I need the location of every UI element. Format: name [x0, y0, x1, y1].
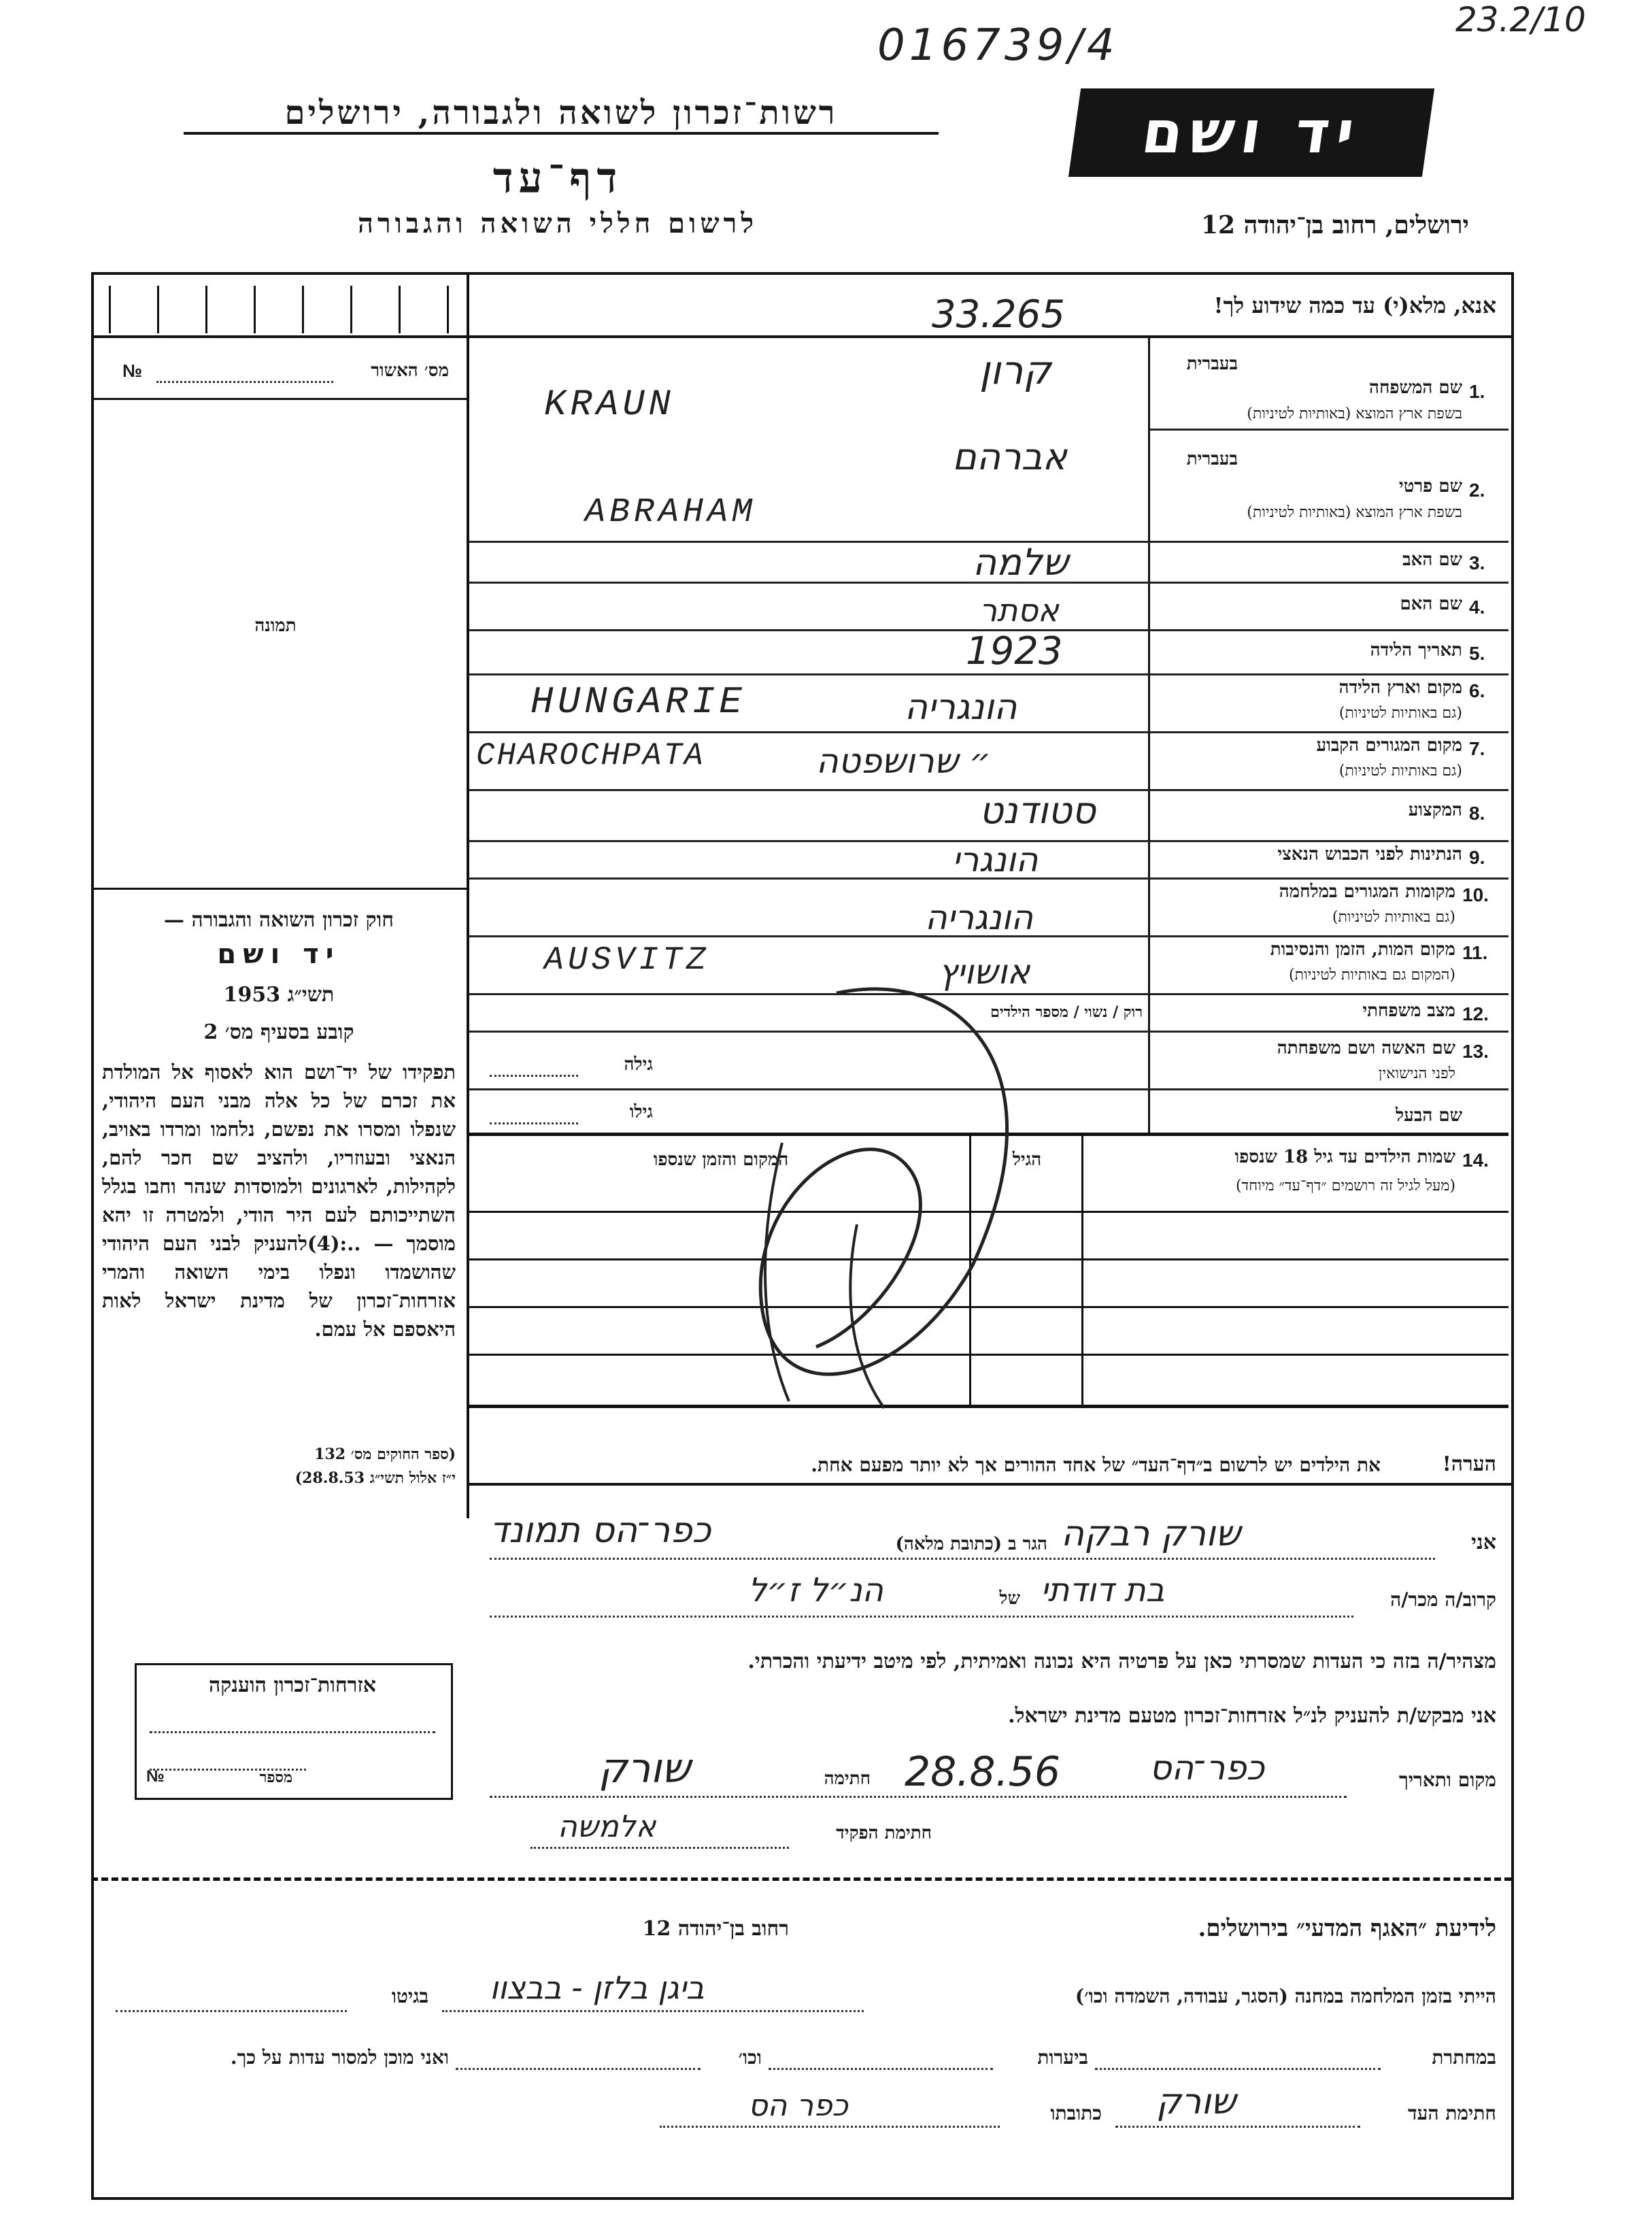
underground-label: במחתרת: [1432, 2046, 1496, 2069]
forests-label: ביערות: [1037, 2046, 1088, 2069]
field-11-label: מקום המות, הזמן והנסיבות: [1270, 939, 1455, 960]
left-panel-line: [91, 335, 469, 338]
field-4-number: 4.: [1469, 597, 1485, 618]
law-text: תפקידו של יד־ושם הוא לאסוף אל המולדת את זכרם של כל אלה מבני העם היהודי, שנפלו ומסרו את נפשם, נלחמו ומרדו באויב, הנאצי ובעוזריו, ולהציב שם חכר להם, לקהילות, לארגונים ולמוסדות שנהר וחבו בגלל השתייכותם לעם היר הודי, ולמטרה זו יהא מוסמך — ..:(4)להעניק לבני העם היהודי שהושמדו ונפלו בימי השואה והמרי אזרחות־זכרון של מדינת ישראל לאות היאספם אל עמם.: [102, 1060, 456, 1341]
field-5-value[interactable]: 1923: [966, 629, 1063, 673]
victim-ref[interactable]: הנ״ל ז״ל: [748, 1571, 883, 1609]
field-14-sub: (מעל לגיל זה רושמים ״דף־עד״ מיוחד): [1235, 1177, 1455, 1194]
field-10-number: 10.: [1462, 884, 1489, 905]
authority-title: רשות־זכרון לשואה ולגבורה, ירושלים: [184, 94, 939, 135]
field-1-sub: בשפת ארץ המוצא (באותיות לטיניות): [1247, 405, 1462, 422]
field-9-value[interactable]: הונגרי: [952, 840, 1039, 880]
relation-value[interactable]: בת דודתי: [1041, 1571, 1165, 1609]
stamp-number-label: מספר: [259, 1769, 292, 1786]
witness-sig-line: [1115, 2126, 1360, 2128]
field-7-number: 7.: [1469, 738, 1485, 759]
field-9-number: 9.: [1469, 847, 1485, 868]
certificate-no-mark: №: [122, 361, 142, 381]
field-8-value[interactable]: סטודנט: [979, 789, 1096, 832]
field-7-latin[interactable]: CHAROCHPATA: [476, 738, 705, 773]
field-8-number: 8.: [1469, 803, 1485, 824]
field-7-hebrew[interactable]: ״ שרושפטה: [816, 741, 992, 781]
stamp-title: אזרחות־זכרון הוענקה: [208, 1673, 377, 1697]
husband-label: שם הבעל: [1395, 1105, 1462, 1126]
officer-value[interactable]: אלמשה: [558, 1809, 656, 1844]
field-14-number: 14.: [1462, 1150, 1489, 1171]
husband-age-label: גילו: [629, 1102, 653, 1122]
camp-line: [442, 2010, 864, 2012]
field-6-number: 6.: [1469, 680, 1485, 701]
field-7-label: מקום המגורים הקבוע: [1316, 735, 1462, 756]
field-13-label: שם האשה ושם משפחתה: [1277, 1038, 1455, 1058]
witness-sig-label: חתימת העד: [1408, 2102, 1496, 2124]
form-title: דף־עד: [492, 153, 623, 203]
field-1-hebrew[interactable]: קרון: [979, 347, 1051, 393]
col-age-header: הגיל: [1012, 1150, 1042, 1170]
witness-sig-value[interactable]: שורק: [1156, 2082, 1236, 2122]
witness-address[interactable]: כפר־הס תמונד: [490, 1510, 711, 1551]
wife-age-field[interactable]: [490, 1075, 578, 1077]
file-number: 016739/4: [877, 20, 1119, 71]
row-sep-5: [469, 673, 1508, 675]
field-6-sub: (גם באותיות לטיניות): [1338, 705, 1462, 722]
officer-label: חתימת הפקיד: [836, 1823, 932, 1843]
witness-line: [490, 1558, 1435, 1560]
field-4-value[interactable]: אסתר: [979, 592, 1059, 629]
field-10-sub: (גם באותיות לטיניות): [1332, 909, 1455, 926]
photo-label: תמונה: [254, 616, 297, 636]
certificate-label: מס׳ האשור: [371, 361, 449, 381]
header-address: ירושלים, רחוב בן־יהודה 12: [1200, 211, 1469, 239]
instruction-text: אנא, מלא(י) עד כמה שידוע לך!: [1213, 292, 1496, 318]
place-date-label: מקום ותאריך: [1398, 1769, 1496, 1791]
note-line-bottom: [467, 1483, 1511, 1486]
top-right-note: 23.2/10: [1455, 0, 1586, 39]
field-2-hebrew[interactable]: אברהם: [952, 435, 1067, 478]
logo-text: יד ושם: [1137, 99, 1366, 167]
husband-age-field[interactable]: [490, 1122, 578, 1124]
declaration-i-label: אני: [1471, 1531, 1496, 1554]
relation-line: [490, 1616, 1353, 1618]
form-purpose: לרשום חללי השואה והגבורה: [357, 207, 758, 239]
witness-name[interactable]: שורק רבקה: [1061, 1514, 1241, 1554]
field-10-value[interactable]: הונגריה: [925, 898, 1033, 937]
note-text: את הילדים יש לרשום ב״דף־העד״ של אחד ההורים אך לא יותר מפעם אחת.: [811, 1454, 1381, 1476]
note-label: הערה!: [1442, 1452, 1496, 1476]
field-3-value[interactable]: שלמה: [973, 541, 1068, 584]
signature-scribble: [680, 939, 1156, 1428]
field-3-label: שם האב: [1402, 550, 1462, 570]
row-sep-6: [469, 731, 1508, 733]
law-title: חוק זכרון השואה והגבורה —: [164, 908, 394, 932]
col-place-time-header: המקום והזמן שנספו: [653, 1150, 789, 1170]
field-6-hebrew[interactable]: הונגריה: [905, 687, 1017, 728]
relation-label: קרוב/ה מכר/ה: [1390, 1588, 1496, 1611]
hebrew-marker-1: בעברית: [1186, 354, 1238, 374]
camp-text: הייתי בזמן המלחמה במחנה (הסגר, עבודה, השמדה וכו׳): [1075, 1985, 1496, 2007]
field-8-label: המקצוע: [1408, 800, 1462, 820]
row-sep-1: [1149, 429, 1508, 431]
law-source-1: (ספר החוקים מס׳ 132: [314, 1445, 456, 1463]
date-value[interactable]: 28.8.56: [905, 1748, 1061, 1796]
field-6-label: מקום וארץ הלידה: [1338, 678, 1462, 698]
stamp-line-1: [150, 1731, 435, 1733]
field-1-label: שם המשפחה: [1369, 378, 1462, 398]
registration-number: 33.265: [932, 292, 1065, 337]
officer-line: [530, 1847, 789, 1849]
law-clause: קובע בסעיף מס׳ 2: [203, 1020, 354, 1044]
ghetto-line: [116, 2010, 347, 2012]
field-12-number: 12.: [1462, 1003, 1489, 1024]
request-text: אני מבקש/ת להעניק לנ״ל אזרחות־זכרון מטעם מדינת ישראל.: [1008, 1704, 1496, 1728]
forests-line: [769, 2068, 993, 2070]
signature-label: חתימה: [824, 1769, 871, 1789]
field-11-number: 11.: [1462, 942, 1488, 963]
address-label: כתובתו: [1050, 2102, 1102, 2124]
ready-text: ואני מוכן למסור עדות על כך.: [230, 2046, 449, 2069]
address-value[interactable]: כפר הס: [748, 2088, 848, 2123]
stamp-no-mark: №: [146, 1767, 165, 1786]
field-13-sub: לפני הנישואין: [1378, 1065, 1455, 1082]
etc-label: וכו׳: [738, 2046, 762, 2069]
camp-value[interactable]: ביגן בלזן - בבצוו: [490, 1969, 705, 2006]
field-12-value: רוק / נשוי / מספר הילדים: [990, 1003, 1143, 1021]
science-divider: [91, 1877, 1511, 1881]
hebrew-marker-2: בעברית: [1186, 449, 1238, 469]
law-year: תשי״ג 1953: [223, 983, 335, 1007]
photo-area: [109, 408, 449, 871]
cert-line: [91, 398, 469, 400]
field-5-label: תאריך הלידה: [1370, 640, 1462, 661]
field-4-label: שם האם: [1400, 594, 1462, 614]
field-13-number: 13.: [1462, 1041, 1489, 1062]
signature-value[interactable]: שורק: [599, 1745, 691, 1792]
underground-line: [1095, 2068, 1381, 2070]
field-2-sub: בשפת ארץ המוצא (באותיות לטיניות): [1247, 504, 1462, 521]
field-2-number: 2.: [1469, 480, 1485, 501]
yad-vashem-logo: [1068, 88, 1434, 177]
field-11-hebrew[interactable]: אושויץ: [939, 952, 1030, 992]
field-2-label: שם פרטי: [1398, 476, 1462, 497]
declare-text: מצהיר/ה בזה כי העדות שמסרתי כאן על פרטיה היא נכונה ואמיתית, לפי מיטב ידיעתי והכרתי.: [747, 1650, 1496, 1673]
field-7-sub: (גם באותיות לטיניות): [1338, 763, 1462, 780]
wife-age-label: גילה: [624, 1054, 653, 1075]
field-11-latin[interactable]: AUSVITZ: [544, 942, 710, 979]
field-11-sub: (המקום גם באותיות לטיניות): [1289, 967, 1455, 984]
field-1-latin[interactable]: KRAUN: [544, 384, 675, 426]
field-12-label: מצב משפחתי: [1362, 1001, 1455, 1021]
of-label: של: [999, 1588, 1020, 1609]
certificate-field[interactable]: [156, 381, 333, 383]
place-date-line: [490, 1796, 1347, 1798]
law-source-2: י״ז אלול תשי״ג 28.8.53): [294, 1469, 456, 1487]
tick-boxes: [109, 286, 449, 333]
field-9-label: הנתינות לפני הכבוש הנאצי: [1277, 844, 1462, 865]
ghetto-label: בגיטו: [391, 1985, 428, 2007]
resides-label: הגר ב (כתובת מלאה): [895, 1534, 1047, 1554]
field-14-label: שמות הילדים עד גיל 18 שנספו: [1234, 1147, 1455, 1167]
field-6-latin[interactable]: HUNGARIE: [530, 680, 746, 724]
photo-line: [91, 888, 469, 890]
etc-line: [456, 2068, 701, 2070]
law-name: יד ושם: [217, 939, 341, 970]
science-address: רחוב בן־יהודה 12: [642, 1917, 789, 1941]
field-10-label: מקומות המגורים במלחמה: [1279, 882, 1455, 902]
field-1-number: 1.: [1469, 381, 1485, 402]
field-5-number: 5.: [1469, 643, 1485, 664]
address-line: [660, 2126, 1000, 2128]
science-title: לידיעת ״האגף המדעי״ בירושלים.: [1198, 1915, 1496, 1942]
place-value[interactable]: כפר־הס: [1149, 1748, 1265, 1788]
field-2-latin[interactable]: ABRAHAM: [585, 493, 757, 532]
field-3-number: 3.: [1469, 552, 1485, 573]
